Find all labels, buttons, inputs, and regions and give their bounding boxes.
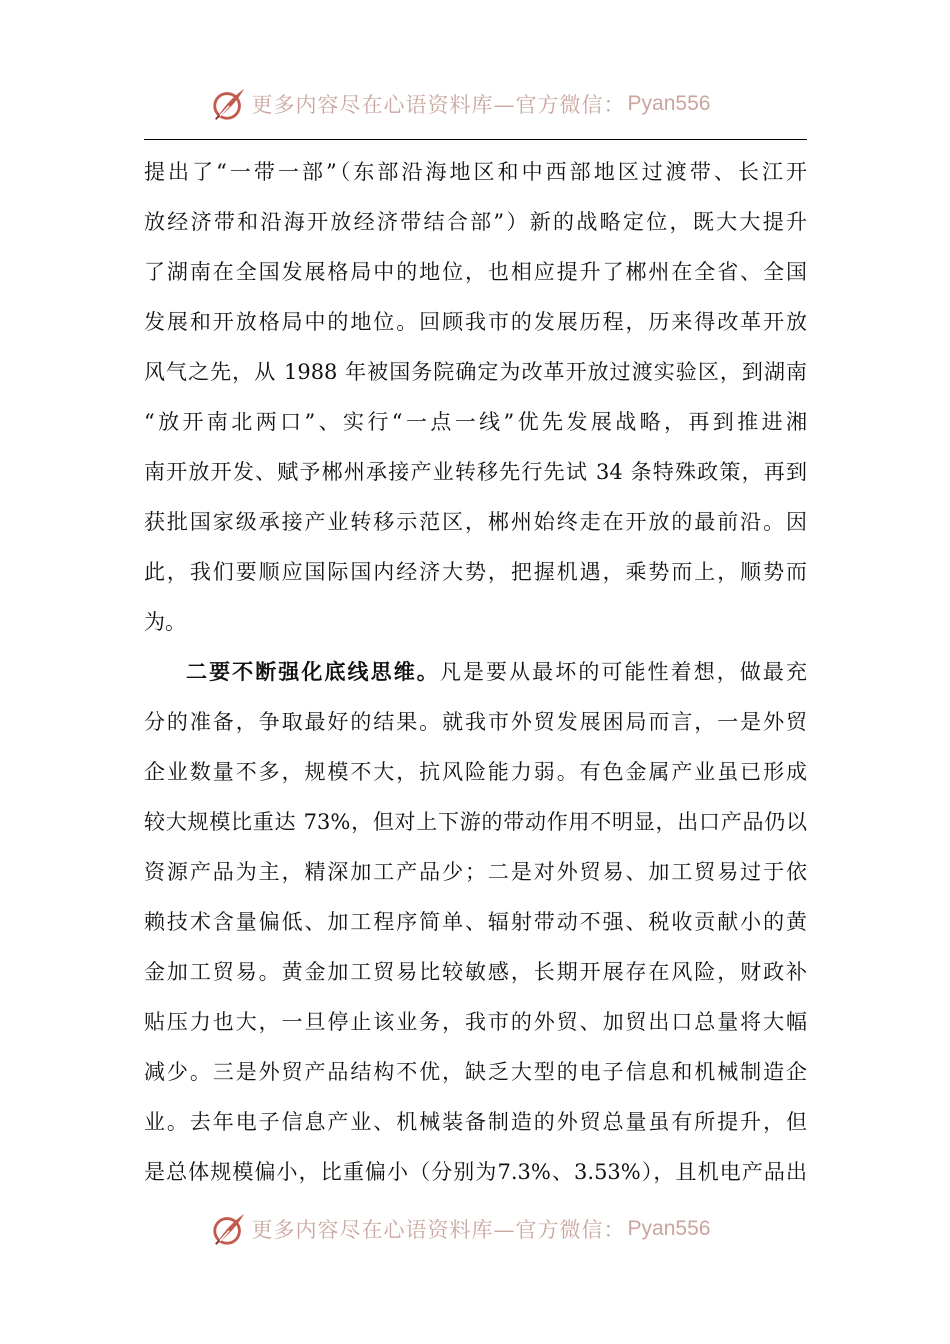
text-line: 贴压力也大，一旦停止该业务，我市的外贸、加贸出口总量将大幅 [144, 1010, 807, 1034]
footer-watermark [0, 1207, 950, 1251]
quill-pen-logo-icon [210, 1210, 248, 1248]
text-line: 放经济带和沿海开放经济带结合部”）新的战略定位，既大大提升 [144, 210, 807, 234]
text-line: 是总体规模偏小，比重偏小（分别为7.3%、3.53%），且机电产品出 [144, 1160, 807, 1184]
text-line: 金加工贸易。黄金加工贸易比较敏感，长期开展存在风险，财政补 [144, 960, 807, 984]
text-line: 减少。三是外贸产品结构不优，缺乏大型的电子信息和机械制造企 [144, 1060, 807, 1084]
watermark-wechat-id: Pyan556 [627, 92, 711, 115]
text-line: 较大规模比重达 73%，但对上下游的带动作用不明显，出口产品仍以 [144, 810, 807, 834]
text-span: 凡是要从最坏的可能性着想，做最充 [439, 660, 808, 684]
paragraph-2 [144, 647, 807, 1197]
document-body [144, 147, 807, 1197]
text-line: 企业数量不多，规模不大，抗风险能力弱。有色金属产业虽已形成 [144, 760, 807, 784]
text-line: 业。去年电子信息产业、机械装备制造的外贸总量虽有所提升，但 [144, 1110, 807, 1134]
text-line: 提出了“一带一部”（东部沿海地区和中西部地区过渡带、长江开 [144, 160, 807, 184]
text-line: 了湖南在全国发展格局中的地位，也相应提升了郴州在全省、全国 [144, 260, 807, 284]
text-line: 为。 [144, 610, 186, 634]
watermark-wechat-id: Pyan556 [627, 1217, 711, 1240]
text-line: “放开南北两口”、实行“一点一线”优先发展战略，再到推进湘 [144, 410, 807, 434]
watermark-text: 更多内容尽在心语资料库—官方微信： [251, 93, 626, 117]
text-line: 此，我们要顺应国际国内经济大势，把握机遇，乘势而上，顺势而 [144, 560, 807, 584]
quill-pen-logo-icon [210, 85, 248, 123]
header-watermark [0, 82, 950, 126]
paragraph-2-first-line [144, 647, 807, 697]
text-line: 资源产品为主，精深加工产品少；二是对外贸易、加工贸易过于依 [144, 860, 807, 884]
text-line: 发展和开放格局中的地位。回顾我市的发展历程，历来得改革开放 [144, 310, 807, 334]
text-line: 南开放开发、赋予郴州承接产业转移先行先试 34 条特殊政策，再到 [144, 460, 807, 484]
paragraph-heading: 二要不断强化底线思维。 [186, 660, 440, 684]
header-divider [144, 139, 807, 140]
text-line: 赖技术含量偏低、加工程序简单、辐射带动不强、税收贡献小的黄 [144, 910, 807, 934]
watermark-text: 更多内容尽在心语资料库—官方微信： [251, 1218, 626, 1242]
text-line: 获批国家级承接产业转移示范区，郴州始终走在开放的最前沿。因 [144, 510, 807, 534]
paragraph-1 [144, 147, 807, 647]
text-line: 风气之先，从 1988 年被国务院确定为改革开放过渡实验区，到湖南 [144, 360, 807, 384]
text-line: 分的准备，争取最好的结果。就我市外贸发展困局而言，一是外贸 [144, 710, 807, 734]
